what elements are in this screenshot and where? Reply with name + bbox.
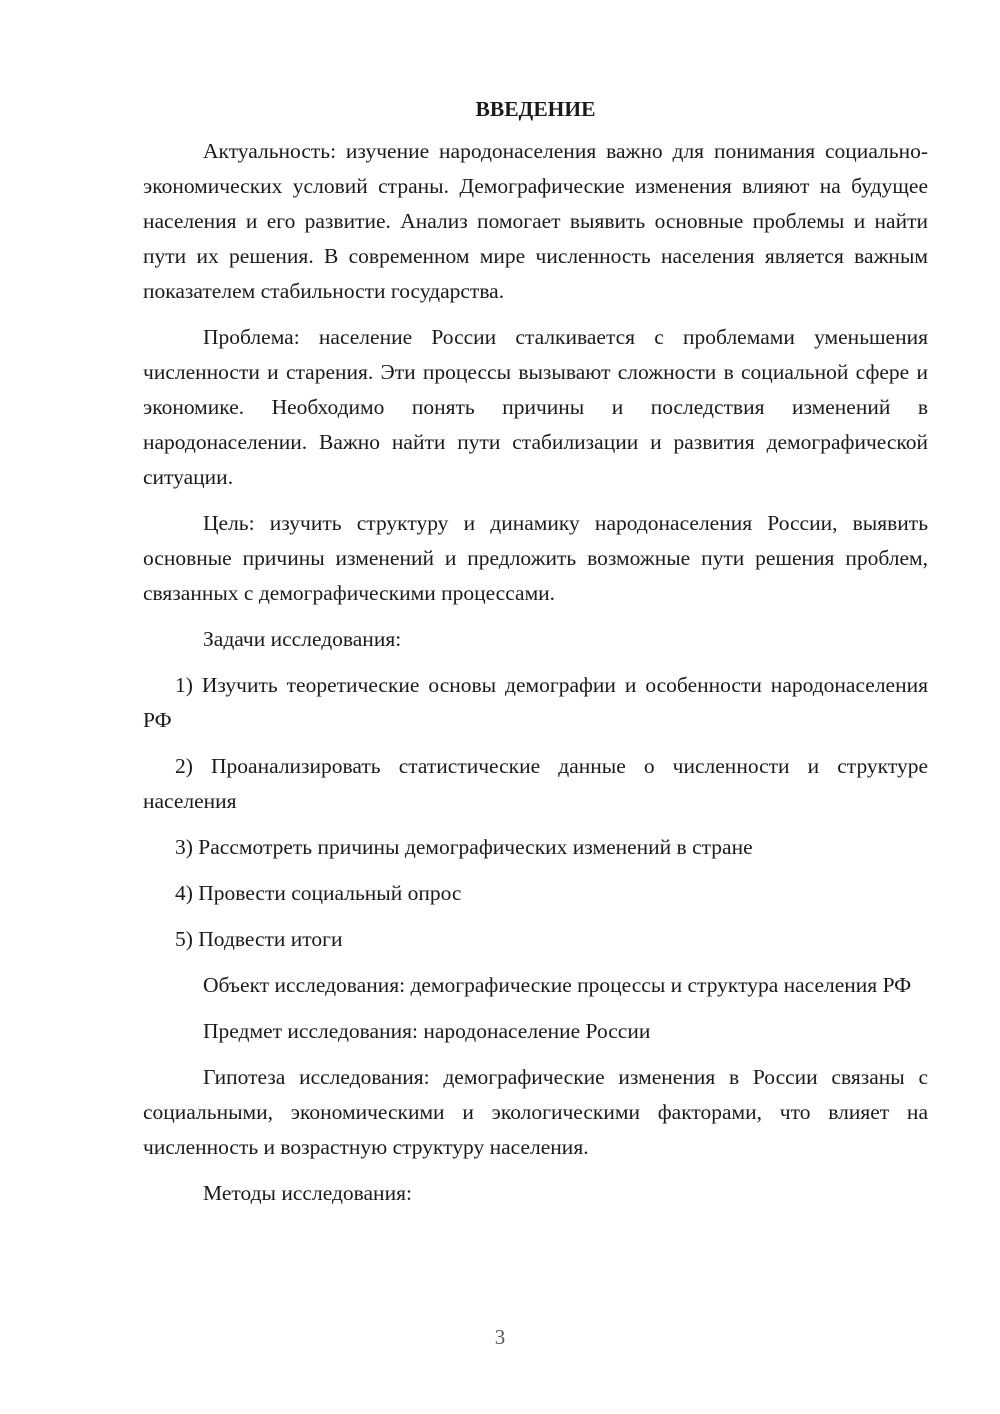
paragraph-subject: Предмет исследования: народонаселение России [203,1019,651,1043]
task-item-3: 3) Рассмотреть причины демографических изменений в стране [175,835,753,859]
paragraph-methods: Методы исследования: [203,1181,412,1205]
page-content [143,92,928,1222]
section-title: ВВЕДЕНИЕ [475,97,596,121]
paragraph-goal: Цель: изучить структуру и динамику народонаселения России, выявить основные причины изменений и предложить возможные пути решения проблем, связанных с демографическими процессами. [143,511,928,605]
task-item-4: 4) Провести социальный опрос [175,881,462,905]
paragraph-hypothesis: Гипотеза исследования: демографические изменения в России связаны с социальными, экономическими и экологическими факторами, что влияет на численность и возрастную структуру населения. [143,1065,928,1159]
paragraph-relevance: Актуальность: изучение народонаселения важно для понимания социально-экономических условий страны. Демографические изменения влияют на будущее населения и его развитие. Анализ помогает выявить основные проблемы и найти пути их решения. В современном мире численность населения является важным показателем стабильности государства. [143,139,928,303]
paragraph-object: Объект исследования: демографические процессы и структура населения РФ [203,973,912,997]
task-item-1: 1) Изучить теоретические основы демографии и особенности народонаселения РФ [143,673,928,732]
paragraph-tasks-heading: Задачи исследования: [203,627,402,651]
paragraph-problem: Проблема: население России сталкивается с проблемами уменьшения численности и старения. Эти процессы вызывают сложности в социальной сфере и экономике. Необходимо понять причины и последствия изменений в народонаселении. Важно найти пути стабилизации и развития демографической ситуации. [143,325,928,489]
page-number: 3 [494,1325,506,1349]
task-item-2: 2) Проанализировать статистические данные о численности и структуре населения [143,754,928,813]
task-item-5: 5) Подвести итоги [175,927,343,951]
